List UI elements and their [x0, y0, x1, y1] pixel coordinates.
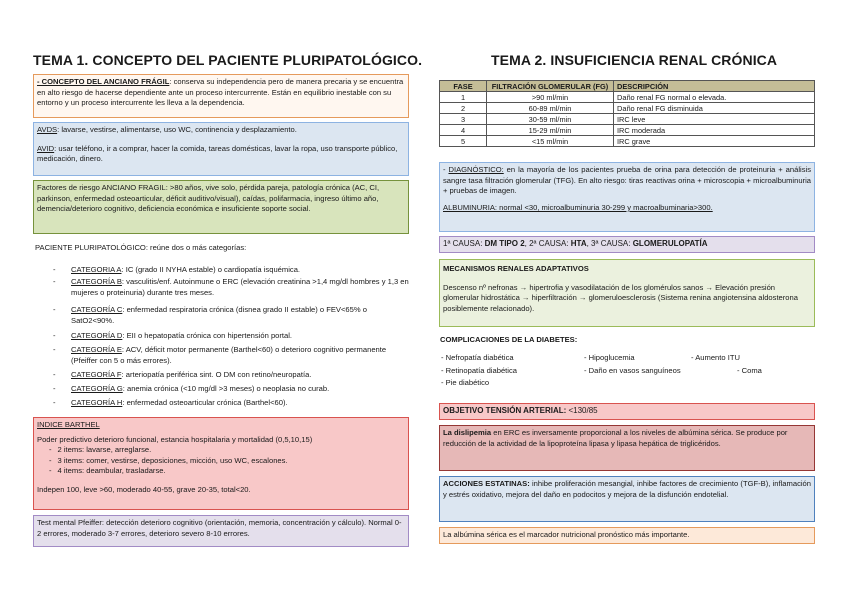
table-row: 1 >90 ml/min Daño renal FG normal o elevada.	[440, 92, 815, 103]
list-item: - CATEGORÍA E: ACV, déficit motor permanente (Barthel<60) o deterioro cognitivo permanente (Pfeiffer con 5 o más errores).	[53, 345, 387, 365]
table-header-row	[440, 81, 815, 92]
pfeiffer-text: Test mental Pfeiffer: detección deterioro cognitivo (orientación, memoria, concentración y cálculo). Normal 0-2 errores, moderado 3-7 errores, deterioro severo 8-10 errores.	[37, 518, 402, 538]
page-title-tema1: TEMA 1. CONCEPTO DEL PACIENTE PLURIPATOLÓGICO.	[33, 52, 423, 68]
estatinas-box	[439, 476, 815, 522]
dislipemia-bold: La dislipemia	[443, 428, 492, 437]
categoria-text: : IC (grado II NYHA estable) o cardiopatía isquémica.	[121, 265, 301, 274]
avds-label: AVDS	[37, 125, 58, 134]
table-header: DESCRIPCIÓN	[614, 81, 815, 92]
complicaciones-title: COMPLICACIONES DE LA DIABETES:	[440, 335, 578, 344]
list-item: - CATEGORÍA F: arteriopatía periférica sint. O DM con retino/neuropatía.	[53, 370, 312, 379]
categoria-label: CATEGORÍA D	[71, 331, 123, 340]
list-item: - Coma	[737, 365, 762, 375]
list-item: - Pie diabético	[441, 378, 490, 388]
list-item: 2 items: lavarse, arreglarse.	[57, 445, 152, 455]
categoria-label: CATEGORÍA F	[71, 370, 122, 379]
albumina-text: La albúmina sérica es el marcador nutricional pronóstico más importante.	[443, 530, 690, 539]
avds-text: : lavarse, vestirse, alimentarse, uso WC, continencia y desplazamiento.	[57, 125, 297, 134]
causas-box	[439, 236, 815, 253]
objetivo-tension-label: OBJETIVO TENSIÓN ARTERIAL:	[443, 406, 567, 415]
diagnostico-box: - DIAGNÓSTICO: en la mayoría de los pacientes prueba de orina para detección de proteinuria + análisis sangre tasa filtración glomerular (TFG). En alto riesgo: tiras reactivas orina + microscopia + microalbuminuria + pruebas de imagen. ALBUMINURIA: normal <30, microalbuminuria 30-299 y macroalbuminaria>300.	[439, 162, 815, 232]
causa-3: GLOMERULOPATÍA	[632, 239, 708, 248]
categoria-text: : ACV, déficit motor permanente (Barthel<60) o deterioro cognitivo permanente (Pfeiffer con 5 o más errores).	[71, 345, 387, 365]
barthel-title: INDICE BARTHEL	[37, 420, 100, 429]
diagnostico-label: DIAGNÓSTICO:	[448, 165, 504, 174]
estatinas-label: ACCIONES ESTATINAS:	[443, 479, 530, 488]
albuminuria-text: ALBUMINURIA: normal <30, microalbuminuria 30-299 y macroalbuminaria>300.	[443, 202, 713, 212]
factores-riesgo-text: Factores de riesgo ANCIANO FRAGIL: >80 años, vive solo, pérdida pareja, patología crónica (AC, CI, parkinson, enfermedad osteoarticular, déficit auditivo/visual), caídas, polifarmacia, ingreso último año, demencia/deterioro cognitivo, deficiencia económica e insuficiente soporte social.	[37, 183, 380, 214]
categoria-text: : enfermedad osteoarticular crónica (Barthel<60).	[122, 398, 288, 407]
list-item: - CATEGORIA A: IC (grado II NYHA estable) o cardiopatía isquémica.	[53, 265, 301, 274]
list-item: - Nefropatía diabética	[441, 353, 514, 362]
causa-1-prefix: 1ª CAUSA:	[443, 239, 485, 248]
list-item: - CATEGORÍA G: anemia crónica (<10 mg/dl >3 meses) o neoplasia no curab.	[53, 384, 330, 393]
categoria-label: CATEGORIA A	[71, 265, 122, 274]
factores-riesgo-box	[33, 180, 409, 234]
diagnostico-text: en la mayoría de los pacientes prueba de orina para detección de proteinuria + análisis sangre tasa filtración glomerular (TFG). En alto riesgo: tiras reactivas orina + microscopia + microalbuminuria + pruebas de imagen.	[443, 165, 811, 196]
pluripatologico-heading: PACIENTE PLURIPATOLÓGICO: reúne dos o más categorías:	[35, 243, 247, 252]
mecanismos-box	[439, 259, 815, 327]
dislipemia-text: en ERC es inversamente proporcional a los niveles de albúmina sérica. Se produce por reducción de la actividad de la lipoproteína lipasa y lipasa hepática de triglicéridos.	[443, 428, 788, 448]
table-row: 4 15-29 ml/min IRC moderada	[440, 125, 815, 136]
mecanismos-title: MECANISMOS RENALES ADAPTATIVOS	[443, 264, 589, 273]
categoria-label: CATEGORÍA C	[71, 305, 123, 314]
causa-1: DM TIPO 2	[484, 239, 525, 248]
complicaciones-col1	[441, 353, 581, 389]
categoria-text: : anemia crónica (<10 mg/dl >3 meses) o neoplasia no curab.	[122, 384, 330, 393]
list-item: - CATEGORÍA H: enfermedad osteoarticular crónica (Barthel<60).	[53, 398, 288, 407]
categoria-label: CATEGORÍA E	[71, 345, 122, 354]
table-header: FILTRACIÓN GLOMERULAR (FG)	[487, 81, 614, 92]
categoria-label: CATEGORÍA H	[71, 398, 123, 407]
causa-3-prefix: , 3ª CAUSA:	[586, 239, 633, 248]
list-item: - Aumento ITU	[691, 353, 740, 362]
table-row: 5 <15 ml/min IRC grave	[440, 136, 815, 147]
avds-box	[33, 122, 409, 176]
barthel-box: INDICE BARTHEL Poder predictivo deterioro funcional, estancia hospitalaria y mortalidad (0,5,10,15) - 2 items: lavarse, arreglarse. - 3 items: comer, vestirse, deposiciones, micción, uso WC, escalones. - 4 items: deambular, trasladarse. Indepen 100, leve >60, moderado 40-55, grave 20-35, total<20.	[33, 417, 409, 510]
avid-text: : usar teléfono, ir a comprar, hacer la comida, tareas domésticas, lavar la ropa, uso transporte público, medicación, dinero.	[37, 143, 398, 164]
anciano-fragil-text: : conserva su independencia pero de manera precaria y se encuentra en alto riesgo de hacerse dependiente ante un proceso intercurrente. Están en equilibrio inestable con su entorno y un proceso intercurrente les lleva a la dependencia.	[37, 77, 404, 108]
fases-table	[439, 80, 815, 147]
causa-2-prefix: , 2ª CAUSA:	[524, 239, 571, 248]
barthel-footer: Indepen 100, leve >60, moderado 40-55, grave 20-35, total<20.	[37, 484, 251, 494]
table-row: 2 60-89 ml/min Daño renal FG disminuida	[440, 103, 815, 114]
complicaciones-col2	[584, 353, 704, 376]
objetivo-tension-box	[439, 403, 815, 420]
categoria-text: : vasculitis/enf. Autoinmune o ERC (elevación creatinina >1,4 mg/dl hombres y 1,3 en mujeres o proteinuria) durante tres meses.	[71, 277, 409, 297]
categoria-label: CATEGORÍA G	[71, 384, 123, 393]
list-item: - Daño en vasos sanguíneos	[584, 365, 681, 375]
categoria-text: : EII o hepatopatía crónica con hipertensión portal.	[122, 331, 293, 340]
estatinas-text: inhibe proliferación mesangial, inhibe factores de crecimiento (TGF-B), inflamación y estrés oxidativo, mejora del daño en podocitos y mejora de la disfunción endotelial.	[443, 479, 811, 499]
albumina-box	[439, 527, 815, 544]
categoria-label: CATEGORÍA B	[71, 277, 122, 286]
list-item: 4 items: deambular, trasladarse.	[57, 466, 166, 476]
mecanismos-text: Descenso nº nefronas → hipertrofia y vasodilatación de los glomérulos sanos → Elevación presión glomerular hidrostática → hiperfiltración → glomeruloesclerosis (Sistema renina angiotensina aldosterona posiblemente relacionado).	[443, 282, 798, 313]
anciano-fragil-box	[33, 74, 409, 118]
list-item: - Hipoglucemia	[584, 353, 635, 362]
anciano-fragil-label: - CONCEPTO DEL ANCIANO FRÁGIL	[37, 77, 170, 86]
avid-label: AVID	[37, 143, 55, 153]
categoria-text: : enfermedad respiratoria crónica (disnea grado II estable) o FEV<65% o SatO2<90%.	[71, 305, 367, 325]
causa-2: HTA	[570, 239, 587, 248]
list-item: - CATEGORÍA D: EII o hepatopatía crónica con hipertensión portal.	[53, 331, 293, 340]
list-item: 3 items: comer, vestirse, deposiciones, micción, uso WC, escalones.	[57, 455, 288, 465]
categoria-text: : arteriopatía periférica sint. O DM con retino/neuropatía.	[121, 370, 312, 379]
objetivo-tension-value: <130/85	[566, 406, 598, 415]
pfeiffer-box	[33, 515, 409, 547]
dislipemia-box	[439, 425, 815, 471]
list-item: - Retinopatía diabética	[441, 365, 517, 375]
table-header: FASE	[440, 81, 487, 92]
list-item: - CATEGORÍA C: enfermedad respiratoria crónica (disnea grado II estable) o FEV<65% o SatO2<90%.	[53, 305, 367, 325]
page-title-tema2: TEMA 2. INSUFICIENCIA RENAL CRÓNICA	[491, 52, 778, 68]
table-row: 3 30-59 ml/min IRC leve	[440, 114, 815, 125]
complicaciones-col3	[691, 353, 781, 376]
barthel-intro: Poder predictivo deterioro funcional, estancia hospitalaria y mortalidad (0,5,10,15)	[37, 434, 313, 444]
list-item: - CATEGORÍA B: vasculitis/enf. Autoinmune o ERC (elevación creatinina >1,4 mg/dl hombres y 1,3 en mujeres o proteinuria) durante tres meses.	[53, 277, 409, 297]
